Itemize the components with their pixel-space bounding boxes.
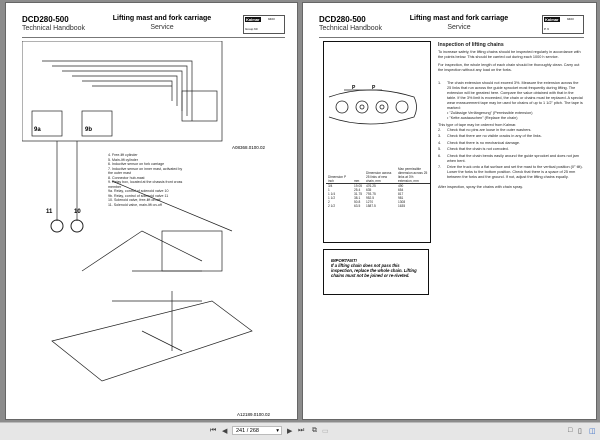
- callout-9a: 9a: [34, 127, 41, 133]
- step: 5. Check that the chain is not corroded.: [438, 147, 509, 151]
- chain-drawing: [324, 72, 428, 132]
- electrical-schematic: [22, 41, 272, 421]
- figure-id-2: A12189.0100.02: [237, 412, 271, 417]
- intro-paragraph: To increase safety, the lifting chains should be inspected regularly in accordance with the points below. This should be carried out during each 1000 h service.: [438, 50, 581, 59]
- section-subtitle: Service: [447, 24, 471, 31]
- section-title: Lifting mast and fork carriage: [409, 15, 509, 22]
- model: DCD280-500: [22, 15, 69, 24]
- step: 7. Drive the truck onto a flat surface and set the mast to the vertical position (0° tilt). Lower the forks to the bottom position. Check that there is a space of 25 mm between the forks and the ground. If not, adjust the lifting chains equally.: [438, 165, 583, 179]
- last-page-button[interactable]: ⏭: [298, 427, 305, 434]
- step: 6. Check that the chain bends easily around the guide sprocket and does not jam when bent.: [438, 153, 579, 163]
- left-page: [5, 2, 298, 420]
- handbook: Technical Handbook: [319, 25, 383, 32]
- table-row: 1 1/2 38.1 952.5 981: [328, 196, 404, 200]
- legend-list: 4. Free-lift cylinder 5. Main-lift cylinder 6. Inductive sensor on fork carriage 7. Inductive sensor on inner mast, activated by the outer mast 8. Connector hub-mast 9. Relay box, located at the chassis front cross member 9a. Relay, control of solenoid valve 10 9b. Relay, control of solenoid valve 11 10. Solenoid valve, free-lift on-off 11. Solenoid valve, main-lift on-off: [108, 153, 183, 207]
- step-1: 1. The chain extension should not exceed 3%. Measure the extension across the 25 links that run across the guide sprocket most frequently during lifting. The extension will be greatest here. Compare the value obtained with that in the table. If the 3% limit is exceeded, the chain or chains must be replaced. A special wear measurement tape may be used for chains of up to 1 1/2" pitch. The tape is marked: • "Zulässige Verlängerung" (Permissible extension) • "Kette austauschen" (Replace the chain): [438, 81, 583, 120]
- important-notice: [323, 249, 429, 295]
- important-text: If a lifting chain does not pass this inspection, replace the whole chain. Lifting chains must not be joined or re-riveted.: [331, 263, 417, 278]
- important-title: IMPORTANT!: [331, 258, 357, 263]
- first-page-button[interactable]: ⏮: [210, 427, 217, 434]
- next-page-button[interactable]: ▶: [287, 428, 293, 435]
- order-note: This type of tape may be ordered from Kalmar.: [438, 122, 517, 127]
- callout-10: 10: [74, 209, 81, 215]
- table-row: 3/4 19.05 476.25 490: [328, 184, 404, 188]
- copy-icon[interactable]: ⧉: [312, 427, 317, 434]
- kalmar-logo: Kalmar 9403 Group 60: [243, 15, 285, 34]
- table-row: 2 50.8 1270 1308: [328, 200, 406, 204]
- inspection-heading: Inspection of lifting chains: [438, 42, 504, 48]
- two-page-view-icon[interactable]: ◫: [589, 428, 596, 435]
- section-subtitle: Service: [150, 24, 174, 31]
- inspection-text: [438, 43, 583, 193]
- fit-icon[interactable]: ▭: [322, 428, 329, 435]
- step: 4. Check that there is no mechanical damage.: [438, 140, 521, 145]
- handbook: Technical Handbook: [22, 25, 86, 32]
- kalmar-logo: Kalmar 9403 P. 6: [542, 15, 584, 34]
- step: 2. Check that no pins are loose in the outer washers.: [438, 127, 532, 132]
- right-page: [302, 2, 597, 420]
- step: 3. Check that there are no visible cracks in any of the links.: [438, 134, 542, 138]
- viewer-toolbar: [0, 422, 600, 440]
- model: DCD280-500: [319, 15, 366, 24]
- page-header: [22, 15, 285, 38]
- intro-paragraph: For inspection, the whole length of each chain should be thoroughly clean. Carry out the inspection without any load on the forks.: [438, 63, 580, 72]
- single-page-view-icon[interactable]: □: [568, 427, 573, 434]
- figure-id-1: A08368.0100.02: [232, 145, 266, 150]
- table-row: 2 1/2 63.5 1587.5 1635: [328, 204, 406, 208]
- prev-page-button[interactable]: ◀: [222, 428, 228, 435]
- callout-11: 11: [46, 209, 53, 215]
- continuous-view-icon[interactable]: ▯: [578, 428, 582, 435]
- page-number-input[interactable]: 241 / 268 ▾: [232, 426, 282, 435]
- after-note: After inspection, spray the chains with chain spray.: [438, 185, 523, 189]
- table-row: 1 1/4 31.75 793.75 817: [328, 192, 404, 196]
- pitch-label: P: [352, 85, 356, 91]
- pitch-label: P: [372, 85, 376, 91]
- section-title: Lifting mast and fork carriage: [112, 15, 212, 22]
- chain-dimension-table: Dimension P inch mm Dimension across 25 links of new chain, mm Max permissible dimension across 25 links at 3% extension, mm 3/4 19.05 476.25 490 1 25.4 635 654 1 1/4 31.75 793.75 817 1 1/2 38.1 952.5 981 2 50.8 1270 1308 2 1/2 63.5 1587.5 1635: [326, 167, 430, 208]
- page-header: [319, 15, 584, 38]
- chain-figure-box: [323, 41, 431, 243]
- callout-9b: 9b: [85, 127, 93, 133]
- table-row: 1 25.4 635 654: [328, 188, 404, 192]
